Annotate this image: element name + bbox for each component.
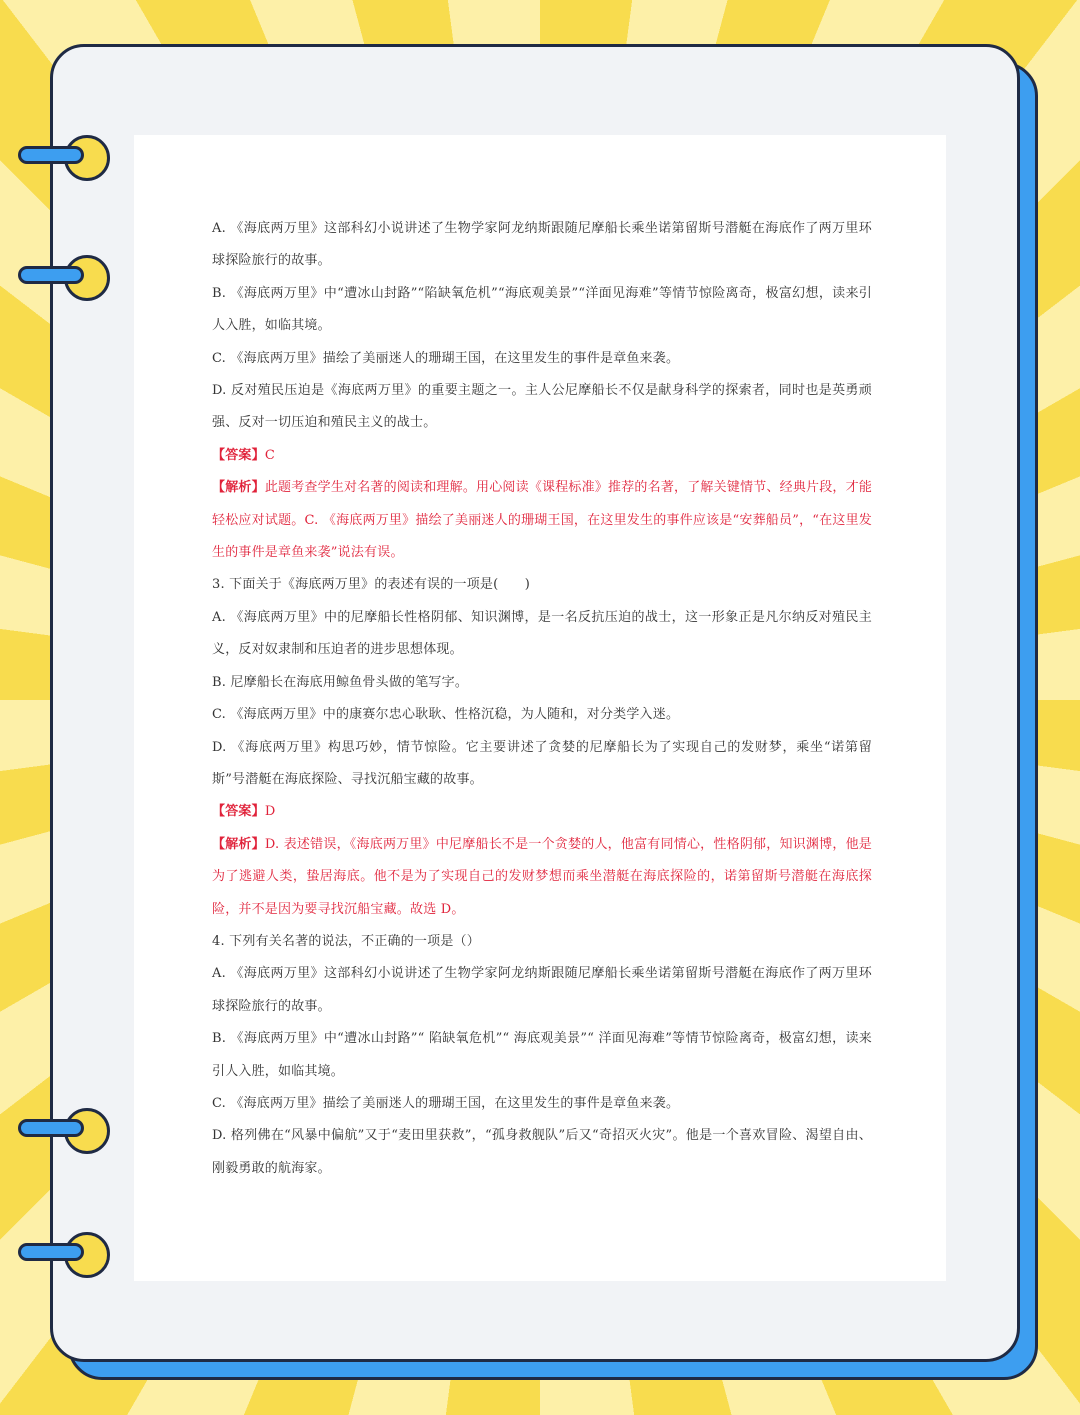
question-paragraph [212,213,872,278]
answer-tag: 【解析】 [212,480,265,496]
answer-tag: 【答案】 [212,447,265,463]
question-paragraph [212,1023,872,1088]
paragraph-text: D [264,804,276,820]
answer-line [212,796,872,828]
question-paragraph [212,278,872,343]
paragraph-text: B. 《海底两万里》中“遭冰山封路”“ 陷缺氧危机”“ 海底观美景”“ 洋面见海难”等情节惊险离奇，极富幻想，读来引人入胜，如临其境。 [212,1031,872,1079]
question-paragraph [212,667,872,699]
question-paragraph [212,926,872,958]
paragraph-text: B. 尼摩船长在海底用鲸鱼骨头做的笔写字。 [212,674,469,690]
question-paragraph [212,732,872,797]
question-paragraph [212,375,872,440]
paragraph-text: D. 格列佛在“风暴中偏航”又于“麦田里获救”，“孤身救舰队”后又“奇招灭火灾”。他是一个喜欢冒险、渴望自由、刚毅勇敢的航海家。 [212,1128,872,1176]
paragraph-text: D. 反对殖民压迫是《海底两万里》的重要主题之一。主人公尼摩船长不仅是献身科学的探索者，同时也是英勇顽强、反对一切压迫和殖民主义的战士。 [212,383,872,431]
paragraph-text: 4. 下列有关名著的说法，不正确的一项是（） [212,933,480,949]
question-paragraph [212,569,872,601]
answer-line [212,440,872,472]
paragraph-text: 此题考查学生对名著的阅读和理解。用心阅读《课程标准》推荐的名著，了解关键情节、经典片段，才能轻松应对试题。C. 《海底两万里》描绘了美丽迷人的珊瑚王国，在这里发生的事件应该是“安葬船员”，“在这里发生的事件是章鱼来袭”说法有误。 [212,480,873,561]
binder-ring [18,135,108,179]
answer-tag: 【解析】 [212,836,265,852]
answer-tag: 【答案】 [212,804,265,820]
binder-ring [18,255,108,299]
question-paragraph [212,343,872,375]
paragraph-text: D. 《海底两万里》构思巧妙，情节惊险。它主要讲述了贪婪的尼摩船长为了实现自己的发财梦，乘坐“诺第留斯”号潜艇在海底探险、寻找沉船宝藏的故事。 [212,739,872,787]
paragraph-text: C. 《海底两万里》中的康赛尔忠心耿耿、性格沉稳，为人随和，对分类学入迷。 [212,707,680,723]
binder-ring [18,1232,108,1276]
paragraph-text: A. 《海底两万里》这部科幻小说讲述了生物学家阿龙纳斯跟随尼摩船长乘坐诺第留斯号潜艇在海底作了两万里环球探险旅行的故事。 [212,966,872,1014]
paragraph-text: 3. 下面关于《海底两万里》的表述有误的一项是( ) [212,577,531,593]
question-paragraph [212,958,872,1023]
paragraph-text: B. 《海底两万里》中“遭冰山封路”“陷缺氧危机”“海底观美景”“洋面见海难”等情节惊险离奇，极富幻想，读来引人入胜，如临其境。 [212,285,872,334]
binder-ring [18,1108,108,1152]
paragraph-text: C [264,447,275,463]
analysis-paragraph [212,472,872,569]
question-paragraph [212,602,872,667]
paragraph-text: C. 《海底两万里》描绘了美丽迷人的珊瑚王国，在这里发生的事件是章鱼来袭。 [212,1095,680,1111]
question-paragraph [212,1120,872,1185]
question-paragraph [212,699,872,731]
paragraph-text: A. 《海底两万里》这部科幻小说讲述了生物学家阿龙纳斯跟随尼摩船长乘坐诺第留斯号潜艇在海底作了两万里环球探险旅行的故事。 [212,221,872,269]
analysis-paragraph [212,829,872,926]
question-content [212,213,872,1185]
question-paragraph [212,1088,872,1120]
paragraph-text: D. 表述错误，《海底两万里》中尼摩船长不是一个贪婪的人，他富有同情心，性格阴郁，知识渊博，他是为了逃避人类，蛰居海底。他不是为了实现自己的发财梦想而乘坐潜艇在海底探险的，诺第留斯号潜艇在海底探险，并不是因为要寻找沉船宝藏。故选 D。 [212,836,872,917]
paragraph-text: A. 《海底两万里》中的尼摩船长性格阴郁、知识渊博，是一名反抗压迫的战士，这一形象正是凡尔纳反对殖民主义，反对奴隶制和压迫者的进步思想体现。 [212,609,872,658]
paragraph-text: C. 《海底两万里》描绘了美丽迷人的珊瑚王国，在这里发生的事件是章鱼来袭。 [212,350,680,366]
